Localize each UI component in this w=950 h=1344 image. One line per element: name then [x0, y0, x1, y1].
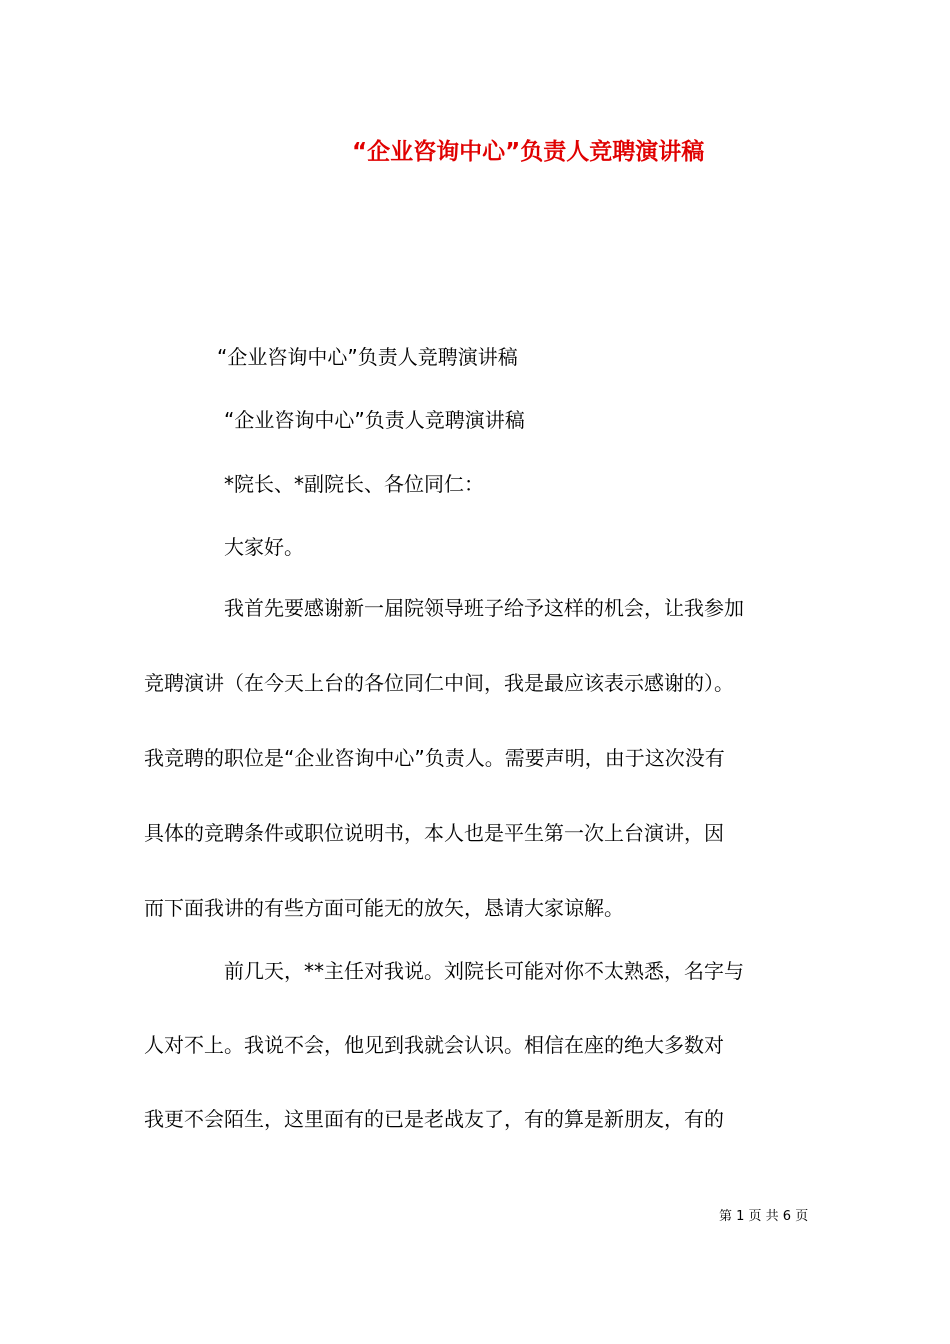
page-number-footer: 第 1 页 共 6 页: [719, 1209, 809, 1224]
body-line: 我竞聘的职位是“企业咨询中心”负责人。需要声明，由于这次没有: [144, 746, 725, 770]
body-line: “企业咨询中心”负责人竞聘演讲稿: [224, 408, 525, 432]
body-line: 我首先要感谢新一届院领导班子给予这样的机会，让我参加: [224, 596, 744, 620]
document-title: “企业咨询中心”负责人竞聘演讲稿: [352, 139, 705, 165]
body-line: “企业咨询中心”负责人竞聘演讲稿: [217, 345, 518, 369]
body-line: *院长、*副院长、各位同仁：: [224, 472, 484, 496]
body-line: 前几天，**主任对我说。刘院长可能对你不太熟悉，名字与: [224, 959, 744, 983]
body-line: 我更不会陌生，这里面有的已是老战友了，有的算是新朋友，有的: [144, 1107, 724, 1131]
body-line: 具体的竞聘条件或职位说明书，本人也是平生第一次上台演讲，因: [144, 821, 724, 845]
body-line: 人对不上。我说不会，他见到我就会认识。相信在座的绝大多数对: [144, 1033, 724, 1057]
body-line: 大家好。: [224, 535, 304, 559]
body-line: 而下面我讲的有些方面可能无的放矢，恳请大家谅解。: [144, 896, 624, 920]
body-line: 竞聘演讲（在今天上台的各位同仁中间，我是最应该表示感谢的）。: [144, 671, 734, 695]
